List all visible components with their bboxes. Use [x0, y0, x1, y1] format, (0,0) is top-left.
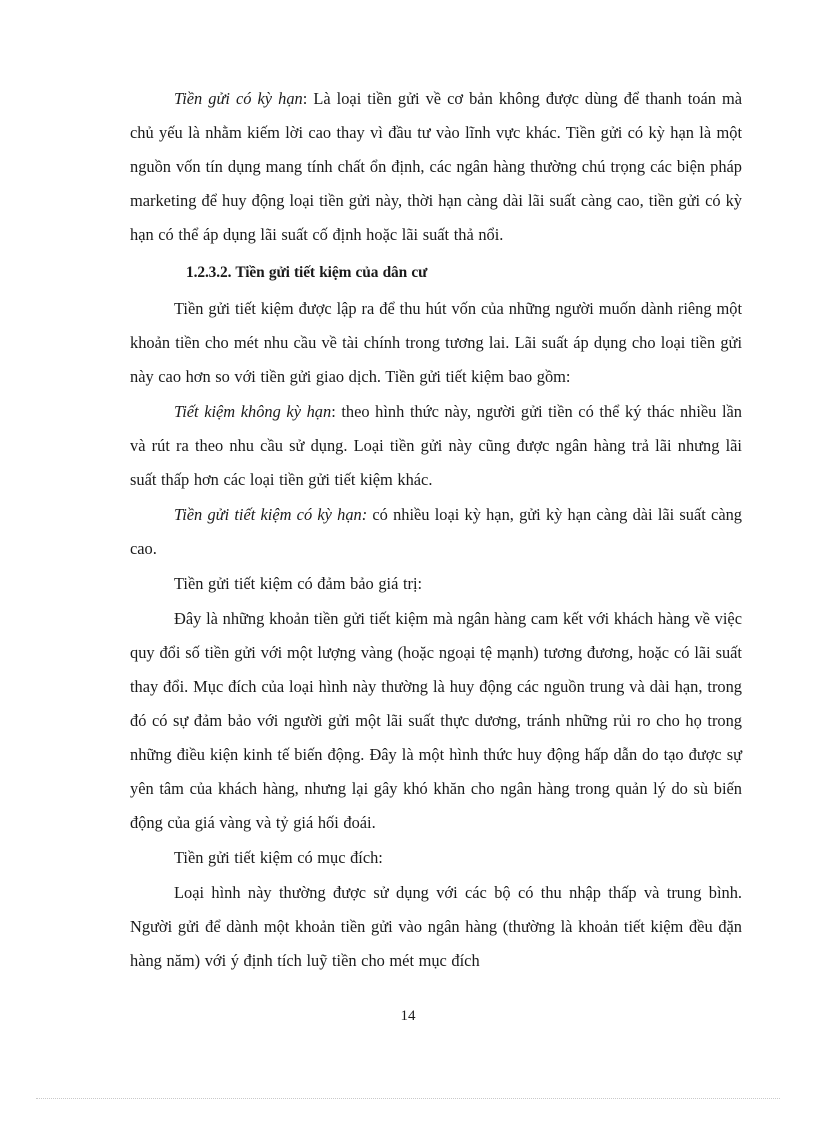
italic-lead-in: Tiền gửi có kỳ hạn	[174, 89, 303, 108]
paragraph-text: : theo hình thức này, người gửi tiền có thể ký thác nhiều lần và rút ra theo nhu cầu sử dụng. Loại tiền gửi này cũng được ngân hàng trả lãi nhưng lãi suất thấp hơn các loại tiền gửi tiết kiệm khác.	[130, 402, 742, 489]
footer-divider	[36, 1098, 780, 1099]
italic-lead-in: Tiết kiệm không kỳ hạn	[174, 402, 332, 421]
italic-lead-in: Tiền gửi tiết kiệm có kỳ hạn:	[174, 505, 368, 524]
document-body	[130, 82, 742, 979]
paragraph-text: có nhiều loại kỳ hạn, gửi kỳ hạn càng dài lãi suất càng cao.	[130, 505, 742, 558]
paragraph-tien-gui-co-ky-han	[130, 82, 742, 252]
page-number: 14	[400, 1008, 416, 1024]
paragraph-tiet-kiem-khong-ky-han	[130, 395, 742, 497]
paragraph-text: : Là loại tiền gửi về cơ bản không được dùng để thanh toán mà chủ yếu là nhằm kiếm lời cao thay vì đầu tư vào lĩnh vực khác. Tiền gửi có kỳ hạn là một nguồn vốn tín dụng mang tính chất ổn định, các ngân hàng thường chú trọng các biện pháp marketing để huy động loại tiền gửi này, thời hạn càng dài lãi suất càng cao, tiền gửi có kỳ hạn có thể áp dụng lãi suất cố định hoặc lãi suất thả nổi.	[130, 89, 743, 244]
paragraph-dam-bao-gia-tri-body: Đây là những khoản tiền gửi tiết kiệm mà ngân hàng cam kết với khách hàng về việc quy đổi số tiền gửi với một lượng vàng (hoặc ngoại tệ mạnh) tương đương, hoặc có lãi suất thay đổi. Mục đích của loại hình này thường là huy động các nguồn trung và dài hạn, trong đó có sự đảm bảo với người gửi một lãi suất thực dương, tránh những rủi ro cho họ trong những điều kiện kinh tế biến động. Đây là một hình thức huy động hấp dẫn do tạo được sự yên tâm của khách hàng, nhưng lại gây khó khăn cho ngân hàng trong quản lý do sù biến động của giá vàng và tỷ giá hối đoái.	[130, 609, 742, 832]
paragraph-muc-dich-body: Loại hình này thường được sử dụng với các bộ có thu nhập thấp và trung bình. Người gửi để dành một khoản tiền gửi vào ngân hàng (thường là khoản tiết kiệm đều đặn hàng năm) với ý định tích luỹ tiền cho mét mục đích	[130, 883, 742, 970]
paragraph-tiet-kiem-co-ky-han	[130, 498, 742, 566]
paragraph-tiet-kiem-intro: Tiền gửi tiết kiệm được lập ra để thu hút vốn của những người muốn dành riêng một khoản tiền cho mét nhu cầu về tài chính trong tương lai. Lãi suất áp dụng cho loại tiền gửi này cao hơn so với tiền gửi giao dịch. Tiền gửi tiết kiệm bao gồm:	[130, 299, 742, 386]
paragraph-muc-dich-label: Tiền gửi tiết kiệm có mục đích:	[174, 848, 383, 867]
section-heading-1-2-3-2: 1.2.3.2. Tiền gửi tiết kiệm của dân cư	[186, 264, 428, 281]
paragraph-dam-bao-gia-tri-label: Tiền gửi tiết kiệm có đảm bảo giá trị:	[174, 574, 423, 593]
